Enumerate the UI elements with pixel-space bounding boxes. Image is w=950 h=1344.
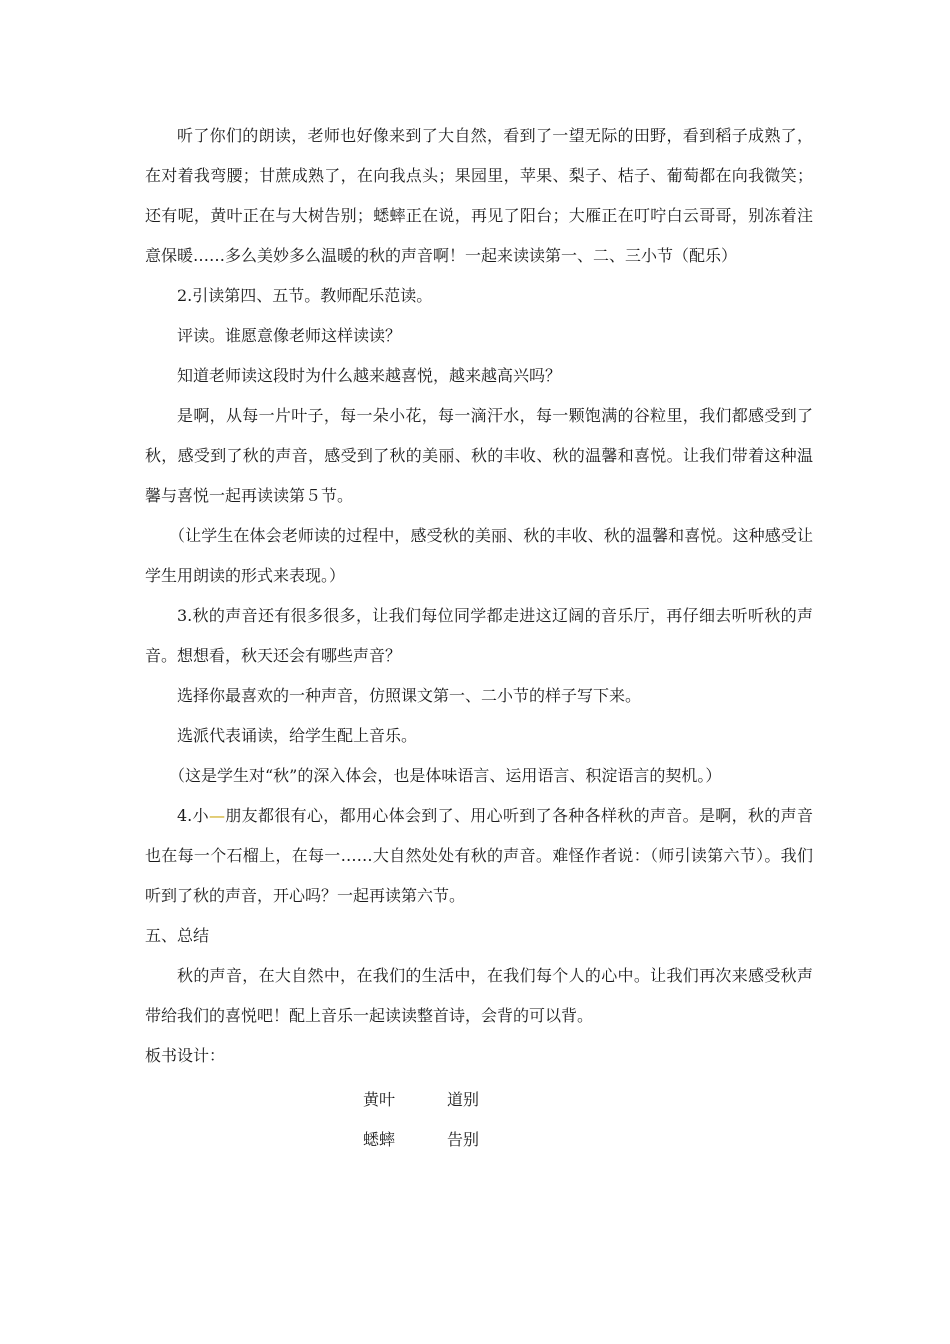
board-right-cell: 道别 bbox=[447, 1090, 480, 1109]
paragraph-10: （这是学生对“秋”的深入体会，也是体味语言、运用语言、积淀语言的契机。） bbox=[169, 766, 722, 785]
board-left-cell: 黄叶 bbox=[363, 1090, 396, 1109]
paragraph-1: 听了你们的朗读，老师也好像来到了大自然，看到了一望无际的田野，看到稻子成熟了，在对着我弯腰；甘蔗成熟了，在向我点头；果园里，苹果、梨子、桔子、葡萄都在向我微笑；还有呢，黄叶正在与大树告别；蟋蟀正在说，再见了阳台；大雁正在叮咛白云哥哥，别冻着注意保暖……多么美妙多么温暖的秋的声音啊！一起来读读第一、二、三小节（配乐） bbox=[145, 126, 813, 265]
paragraph-7: 3.秋的声音还有很多很多，让我们每位同学都走进这辽阔的音乐厅，再仔细去听听秋的声音。想想看，秋天还会有哪些声音？ bbox=[145, 606, 813, 665]
board-row bbox=[145, 1080, 813, 1120]
board-row bbox=[145, 1120, 813, 1160]
paragraph-12: 秋的声音，在大自然中，在我们的生活中，在我们每个人的心中。让我们再次来感受秋声带给我们的喜悦吧！配上音乐一起读读整首诗，会背的可以背。 bbox=[145, 966, 813, 1025]
paragraph-11-rest: 朋友都很有心，都用心体会到了、用心听到了各种各样秋的声音。是啊，秋的声音也在每一个石榴上，在每一……大自然处处有秋的声音。难怪作者说：（师引读第六节）。我们听到了秋的声音，开心吗？一起再读第六节。 bbox=[145, 806, 813, 905]
paragraph-3: 评读。谁愿意像老师这样读读？ bbox=[177, 326, 402, 345]
paragraph-8: 选择你最喜欢的一种声音，仿照课文第一、二小节的样子写下来。 bbox=[177, 686, 642, 705]
paragraph-2: 2.引读第四、五节。教师配乐范读。 bbox=[177, 286, 433, 305]
board-right-cell: 告别 bbox=[447, 1130, 480, 1149]
highlight-dash: — bbox=[208, 806, 225, 825]
paragraph-5: 是啊，从每一片叶子，每一朵小花，每一滴汗水，每一颗饱满的谷粒里，我们都感受到了秋，感受到了秋的声音，感受到了秋的美丽、秋的丰收、秋的温馨和喜悦。让我们带着这种温馨与喜悦一起再读读第５节。 bbox=[145, 406, 813, 505]
board-design-title: 板书设计： bbox=[145, 1046, 226, 1065]
paragraph-11 bbox=[145, 796, 813, 916]
board-design bbox=[145, 1080, 813, 1160]
document-body bbox=[145, 116, 813, 1160]
paragraph-6: （让学生在体会老师读的过程中，感受秋的美丽、秋的丰收、秋的温馨和喜悦。这种感受让学生用朗读的形式来表现。） bbox=[145, 526, 813, 585]
paragraph-9: 选派代表诵读，给学生配上音乐。 bbox=[177, 726, 418, 745]
section-heading-summary: 五、总结 bbox=[145, 926, 210, 945]
paragraph-4: 知道老师读这段时为什么越来越喜悦，越来越高兴吗？ bbox=[177, 366, 562, 385]
board-left-cell: 蟋蟀 bbox=[363, 1130, 396, 1149]
paragraph-11-start: 4.小 bbox=[177, 806, 209, 825]
